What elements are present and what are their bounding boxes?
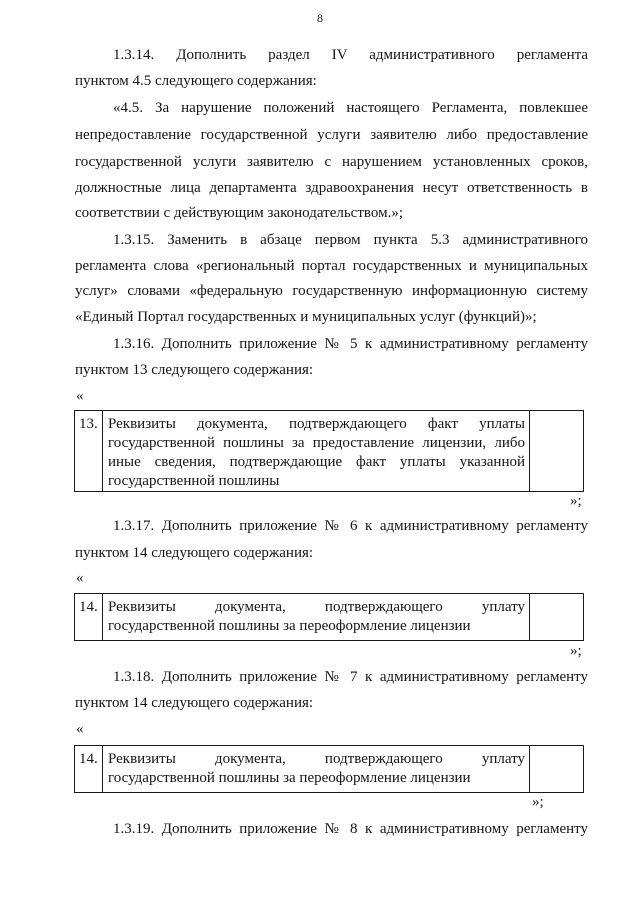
table-empty-cell <box>530 411 583 491</box>
table-row-text <box>103 411 530 491</box>
quote-4-5-line-3: государственной услуги заявителю с нарушением установленных сроков, <box>75 154 588 170</box>
table-text-line: Реквизиты документа, подтверждающего уплату <box>108 751 525 767</box>
table-empty-cell <box>530 594 583 640</box>
page-number: 8 <box>317 11 323 25</box>
appendix-7-table <box>74 745 584 793</box>
paragraph-1-3-15-line-1: 1.3.15. Заменить в абзаце первом пункта 5.3 административного <box>113 232 588 248</box>
table-row-number: 14. <box>75 594 103 640</box>
table-empty-cell <box>530 746 583 792</box>
paragraph-1-3-18-line-1: 1.3.18. Дополнить приложение № 7 к административному регламенту <box>113 669 588 685</box>
table-row-number: 14. <box>75 746 103 792</box>
table-row-text <box>103 594 530 640</box>
paragraph-1-3-19-line-1: 1.3.19. Дополнить приложение № 8 к административному регламенту <box>113 821 588 837</box>
paragraph-1-3-14-line-2: пунктом 4.5 следующего содержания: <box>75 73 317 89</box>
open-quote-mark: « <box>76 570 84 586</box>
paragraph-1-3-17-line-2: пунктом 14 следующего содержания: <box>75 545 314 561</box>
open-quote-mark: « <box>76 388 84 404</box>
paragraph-1-3-14-line-1: 1.3.14. Дополнить раздел IV административного регламента <box>113 47 588 63</box>
table-text-line: Реквизиты документа, подтверждающего факт уплаты <box>108 416 525 432</box>
table-text-line: государственной пошлины за предоставление лицензии, либо <box>108 435 525 451</box>
close-quote-mark: »; <box>570 643 582 659</box>
quote-4-5-line-4: должностные лица департамента здравоохранения несут ответственность в <box>75 180 588 196</box>
paragraph-1-3-16-line-2: пунктом 13 следующего содержания: <box>75 362 314 378</box>
paragraph-1-3-15-line-3: услуг» словами «федеральную государственную информационную систему <box>75 283 588 299</box>
quote-4-5-line-5: соответствии с действующим законодательством.»; <box>75 205 404 221</box>
close-quote-mark: »; <box>570 493 582 509</box>
appendix-6-table <box>74 593 584 641</box>
table-row-text <box>103 746 530 792</box>
paragraph-1-3-16-line-1: 1.3.16. Дополнить приложение № 5 к административному регламенту <box>113 336 588 352</box>
paragraph-1-3-18-line-2: пунктом 14 следующего содержания: <box>75 695 314 711</box>
quote-4-5-line-1: «4.5. За нарушение положений настоящего Регламента, повлекшее <box>113 100 588 116</box>
table-text-line: Реквизиты документа, подтверждающего уплату <box>108 599 525 615</box>
paragraph-1-3-15-line-2: регламента слова «региональный портал государственных и муниципальных <box>75 258 588 274</box>
close-quote-mark: »; <box>532 794 544 810</box>
open-quote-mark: « <box>76 721 84 737</box>
paragraph-1-3-15-line-4: «Единый Портал государственных и муниципальных услуг (функций)»; <box>75 309 537 325</box>
table-row-number: 13. <box>75 411 103 491</box>
quote-4-5-line-2: непредоставление государственной услуги заявителю либо предоставление <box>75 127 588 143</box>
table-text-line: государственной пошлины за переоформление лицензии <box>108 770 471 786</box>
table-text-line: государственной пошлины за переоформление лицензии <box>108 618 471 634</box>
appendix-5-table <box>74 410 584 492</box>
paragraph-1-3-17-line-1: 1.3.17. Дополнить приложение № 6 к административному регламенту <box>113 518 588 534</box>
table-text-line: иные сведения, подтверждающие факт уплаты указанной <box>108 454 525 470</box>
table-text-line: государственной пошлины <box>108 473 280 489</box>
